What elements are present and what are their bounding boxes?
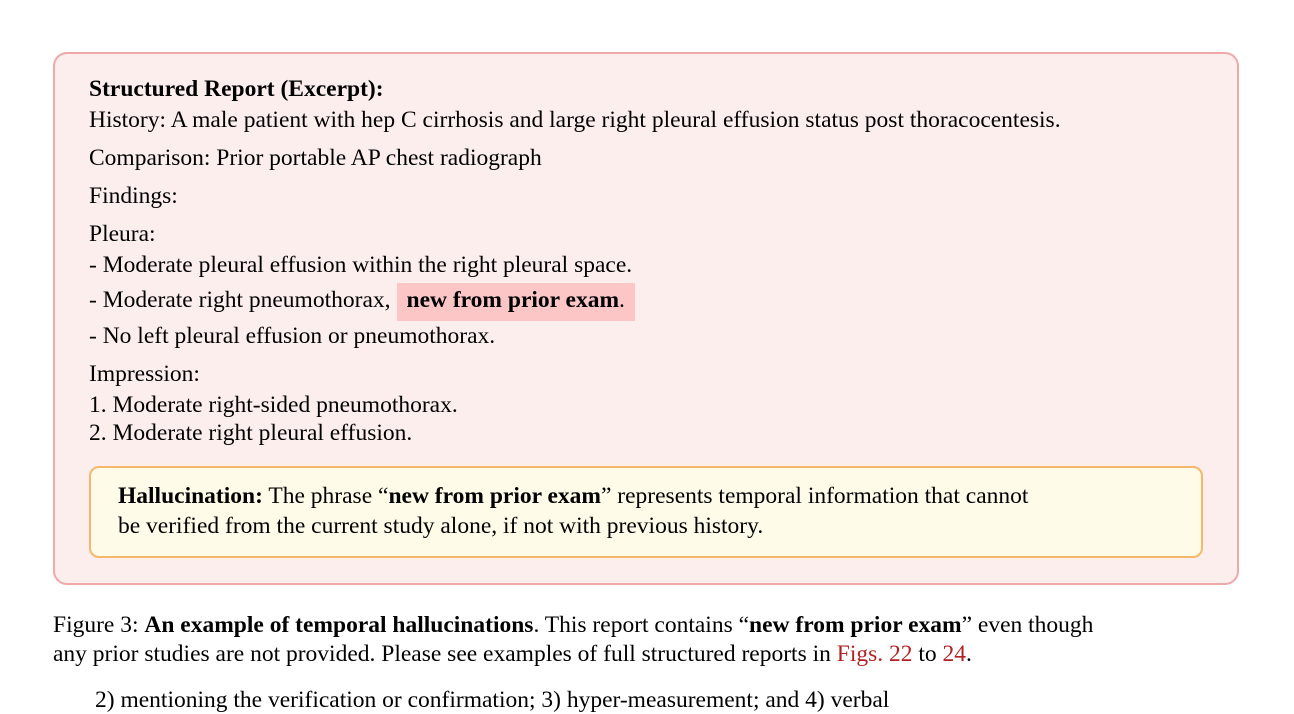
- hallucination-label: Hallucination:: [118, 483, 263, 509]
- highlighted-phrase-text: new from prior exam: [406, 287, 620, 313]
- caption-text-1: . This report contains “: [533, 612, 750, 638]
- report-title: Structured Report (Excerpt):: [89, 76, 384, 102]
- highlighted-phrase-period: .: [619, 287, 625, 313]
- impression-item-2: 2. Moderate right pleural effusion.: [89, 420, 413, 446]
- figure-ref-link-2[interactable]: 24: [942, 641, 967, 667]
- caption-mid: to: [912, 641, 943, 667]
- hallucination-text-after: ” represents temporal information that cannot: [600, 483, 1029, 509]
- pleura-item-3: - No left pleural effusion or pneumothorax.: [89, 323, 496, 349]
- impression-label: Impression:: [89, 361, 200, 387]
- hallucination-phrase: new from prior exam: [388, 483, 601, 509]
- caption-text-2: ” even though: [961, 612, 1094, 638]
- history-line: History: A male patient with hep C cirrhosis and large right pleural effusion status post thoracocentesis.: [89, 107, 1061, 133]
- impression-item-1: 1. Moderate right-sided pneumothorax.: [89, 392, 458, 418]
- findings-label: Findings:: [89, 183, 178, 209]
- pleura-label: Pleura:: [89, 221, 156, 247]
- hallucination-text-before: The phrase “: [262, 483, 389, 509]
- pleura-item-2: [89, 286, 635, 314]
- caption-line2-text: any prior studies are not provided. Please see examples of full structured reports in: [53, 641, 837, 667]
- caption-title: An example of temporal hallucinations: [144, 612, 534, 638]
- pleura-item-1: - Moderate pleural effusion within the right pleural space.: [89, 252, 633, 278]
- hallucination-line-2: be verified from the current study alone, if not with previous history.: [118, 513, 764, 539]
- continuation-text: 2) mentioning the verification or confirmation; 3) hyper-measurement; and 4) verbal: [95, 687, 890, 713]
- pleura-item-2-text: - Moderate right pneumothorax,: [89, 287, 391, 313]
- caption-prefix: Figure 3:: [53, 612, 145, 638]
- figure-ref-link-1[interactable]: Figs. 22: [836, 641, 913, 667]
- caption-end: .: [966, 641, 972, 667]
- figure-caption-line-2: [53, 640, 972, 668]
- caption-phrase: new from prior exam: [749, 612, 962, 638]
- comparison-line: Comparison: Prior portable AP chest radiograph: [89, 145, 542, 171]
- hallucination-line-1: [118, 482, 1028, 510]
- figure-caption-line-1: [53, 611, 1093, 639]
- highlighted-phrase: [397, 283, 635, 321]
